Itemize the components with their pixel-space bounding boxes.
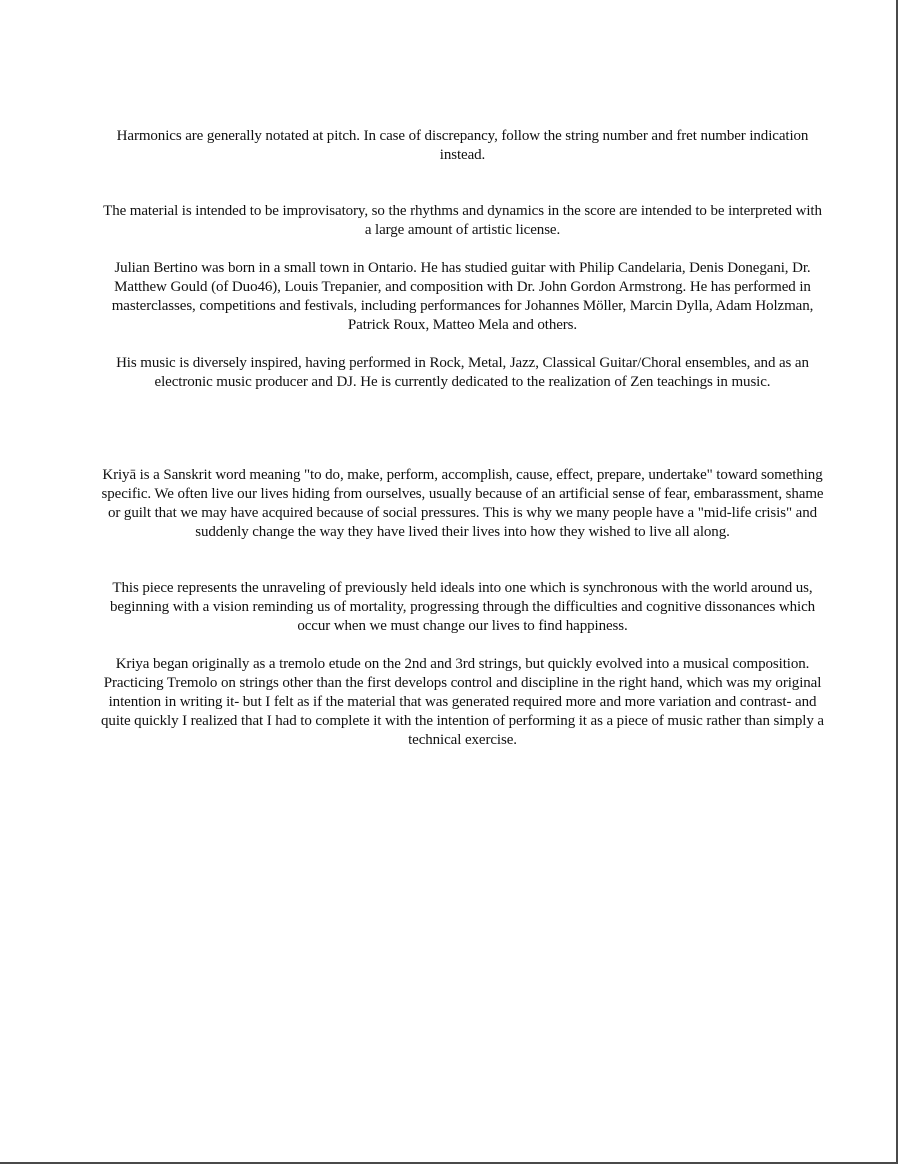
paragraph-composer-influences: His music is diversely inspired, having performed in Rock, Metal, Jazz, Classical Guitar/Choral ensembles, and as an electronic music producer and DJ. He is currently dedicated to the realization of Zen teachings in music. bbox=[116, 355, 809, 390]
paragraph-improvisation-note: The material is intended to be improvisatory, so the rhythms and dynamics in the score are intended to be interpreted with a large amount of artistic license. bbox=[103, 203, 822, 238]
paragraph-piece-description: This piece represents the unraveling of previously held ideals into one which is synchronous with the world around us, beginning with a vision reminding us of mortality, progressing through the difficulties and cognitive dissonances which occur when we must change our lives to find happiness. bbox=[109, 580, 816, 634]
paragraph-piece-origin: Kriya began originally as a tremolo etude on the 2nd and 3rd strings, but quickly evolved into a musical composition. Practicing Tremolo on strings other than the first develops control and discipline in the right hand, which was my original intention in writing it- but I felt as if the material that was generated required more and more variation and contrast- and quite quickly I realized that I had to complete it with the intention of performing it as a piece of music rather than simply a technical exercise. bbox=[101, 656, 824, 748]
paragraph-harmonics-note: Harmonics are generally notated at pitch. In case of discrepancy, follow the string number and fret number indication instead. bbox=[116, 128, 809, 163]
paragraph-kriya-meaning: Kriyā is a Sanskrit word meaning "to do, make, perform, accomplish, cause, effect, prepare, undertake" toward something specific. We often live our lives hiding from ourselves, usually because of an artificial sense of fear, embarassment, shame or guilt that we may have acquired because of social pressures. This is why we many people have a "mid-life crisis" and suddenly change the way they have lived their lives into how they wished to live all along. bbox=[101, 467, 824, 540]
paragraph-composer-bio: Julian Bertino was born in a small town in Ontario. He has studied guitar with Philip Candelaria, Denis Donegani, Dr. Matthew Gould (of Duo46), Louis Trepanier, and composition with Dr. John Gordon Armstrong. He has performed in masterclasses, competitions and festivals, including performances for Johannes Möller, Marcin Dylla, Adam Holzman, Patrick Roux, Matteo Mela and others. bbox=[111, 260, 814, 333]
